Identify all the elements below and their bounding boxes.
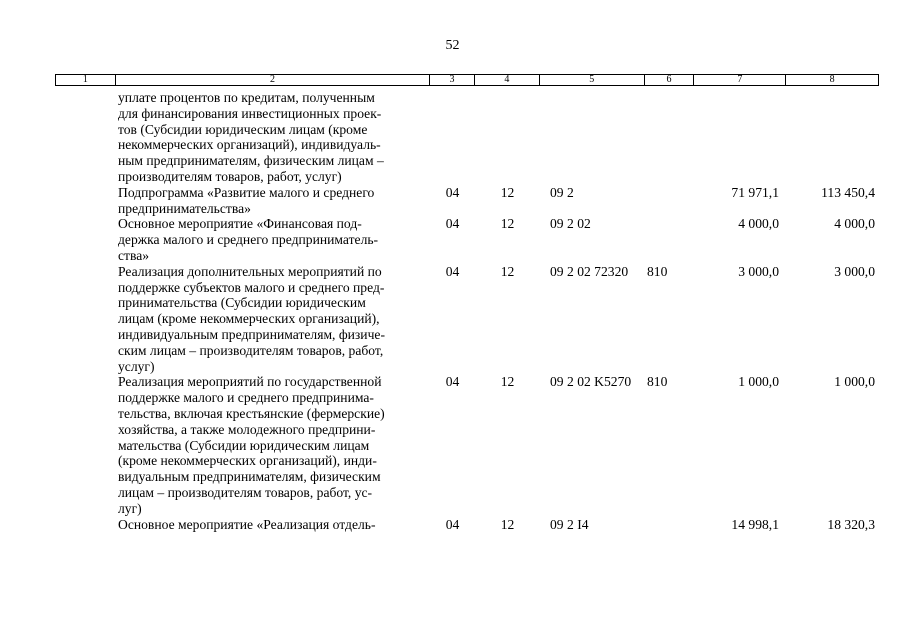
header-col-7: 7 — [694, 75, 786, 85]
row-amount-2: 3 000,0 — [834, 263, 875, 279]
table-row — [55, 90, 879, 185]
row-expense-type: 810 — [647, 263, 668, 279]
header-col-8: 8 — [829, 74, 835, 85]
row-expense-type — [645, 185, 695, 217]
header-col-5: 5 — [540, 75, 645, 85]
row-section: 04 — [445, 184, 460, 200]
row-subsection: 12 — [500, 516, 515, 532]
row-col-1 — [55, 185, 115, 217]
row-name: Реализация дополнительных мероприятий по поддержке субъектов малого и среднего пред- принимательства (Субсидии юридическим лицам (кроме некоммерческих организаций), индивидуальным предпринимателям, физиче- ским лицам – производителям товаров, работ, услуг) — [118, 263, 385, 374]
row-amount-1 — [695, 90, 787, 185]
row-name: Основное мероприятие «Реализация отдель- — [118, 516, 376, 532]
row-col-1 — [55, 264, 115, 375]
row-amount-1: 1 000,0 — [738, 374, 779, 390]
table-row — [55, 185, 879, 217]
row-amount-2: 4 000,0 — [834, 216, 875, 232]
row-col-1 — [55, 517, 115, 533]
row-name: Основное мероприятие «Финансовая под- держка малого и среднего предприниматель- ства» — [118, 216, 379, 263]
table-row — [55, 374, 879, 516]
row-col-1 — [55, 216, 115, 263]
row-subsection — [475, 90, 540, 185]
header-col-3: 3 — [430, 75, 475, 85]
row-target-code: 09 2 02 — [550, 216, 591, 232]
row-section — [430, 90, 475, 185]
row-target-code: 09 2 — [550, 184, 574, 200]
row-col-1 — [55, 374, 115, 516]
table-row — [55, 264, 879, 375]
row-section: 04 — [445, 516, 460, 532]
row-expense-type: 810 — [647, 374, 668, 390]
row-subsection: 12 — [500, 263, 515, 279]
header-col-6: 6 — [645, 75, 695, 85]
table-header — [55, 74, 879, 86]
table-row — [55, 517, 879, 533]
row-target-code — [540, 90, 645, 185]
row-expense-type — [645, 216, 695, 263]
header-col-1: 1 — [56, 75, 116, 85]
row-amount-2: 113 450,4 — [821, 184, 875, 200]
row-col-1 — [55, 90, 115, 185]
table-row — [55, 216, 879, 263]
row-section: 04 — [445, 263, 460, 279]
row-subsection: 12 — [500, 184, 515, 200]
row-amount-2: 1 000,0 — [834, 374, 875, 390]
row-target-code: 09 2 02 72320 — [550, 263, 629, 279]
header-col-2: 2 — [116, 75, 430, 85]
page-number: 52 — [445, 38, 460, 53]
row-amount-1: 4 000,0 — [738, 216, 779, 232]
row-name: Подпрограмма «Развитие малого и среднего предпринимательства» — [118, 184, 375, 216]
row-expense-type — [645, 517, 695, 533]
row-amount-2: 18 320,3 — [827, 516, 875, 532]
header-col-4: 4 — [475, 75, 540, 85]
table-body — [55, 90, 879, 532]
row-amount-1: 71 971,1 — [731, 184, 779, 200]
row-subsection: 12 — [500, 216, 515, 232]
row-section: 04 — [445, 216, 460, 232]
row-subsection: 12 — [500, 374, 515, 390]
row-expense-type — [645, 90, 695, 185]
row-name: Реализация мероприятий по государственной поддержке малого и среднего предпринима- тельства, включая крестьянские (фермерские) хозяйства, а также молодежного предприни- мательства (Субсидии юридическим лицам (кроме некоммерческих организаций), инди- видуальным предпринимателям, физическим лицам – производителям товаров, работ, ус- луг) — [118, 374, 385, 516]
row-amount-2 — [787, 90, 879, 185]
row-amount-1: 14 998,1 — [731, 516, 779, 532]
row-target-code: 09 2 I4 — [550, 516, 589, 532]
row-amount-1: 3 000,0 — [738, 263, 779, 279]
row-name: уплате процентов по кредитам, полученным для финансирования инвестиционных проек- тов (Субсидии юридическим лицам (кроме некоммерческих организаций), индивидуаль- ным предпринимателям, физическим лицам – производителям товаров, работ, услуг) — [118, 90, 384, 184]
row-target-code: 09 2 02 K5270 — [550, 374, 632, 390]
row-section: 04 — [445, 374, 460, 390]
